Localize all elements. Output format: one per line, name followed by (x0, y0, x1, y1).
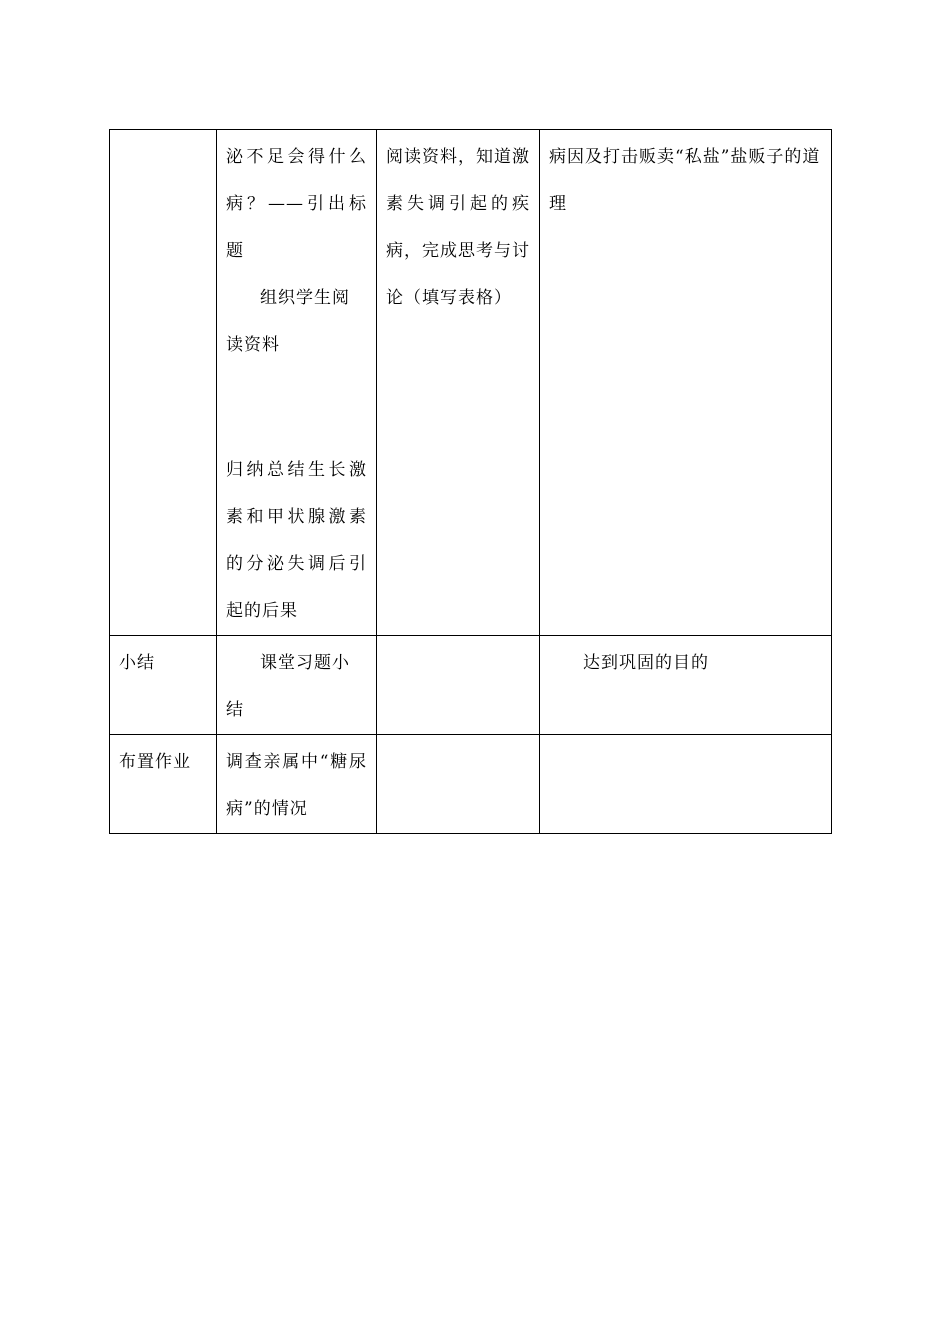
paragraph-gap (226, 369, 367, 447)
teacher-activity-cell: 课堂习题小结 (217, 636, 377, 735)
table-row (110, 636, 832, 735)
lesson-plan-table (109, 129, 832, 834)
design-intent-cell: 病因及打击贩卖“私盐”盐贩子的道理 (540, 130, 832, 636)
table-row (110, 735, 832, 834)
stage-cell (110, 130, 217, 636)
design-intent-cell (540, 735, 832, 834)
teacher-text-1: 泌不足会得什么病？——引出标题 (226, 147, 367, 261)
teacher-text-2: 组织学生阅读资料 (226, 288, 350, 355)
teacher-activity-cell: 调查亲属中“糖尿病”的情况 (217, 735, 377, 834)
table-row (110, 130, 832, 636)
student-activity-cell (377, 636, 540, 735)
design-intent-cell: 达到巩固的目的 (540, 636, 832, 735)
stage-cell: 小结 (110, 636, 217, 735)
student-activity-cell: 阅读资料，知道激素失调引起的疾病，完成思考与讨论（填写表格） (377, 130, 540, 636)
teacher-text-3: 归纳总结生长激素和甲状腺激素的分泌失调后引起的后果 (226, 460, 367, 621)
stage-cell: 布置作业 (110, 735, 217, 834)
teacher-activity-cell (217, 130, 377, 636)
student-activity-cell (377, 735, 540, 834)
